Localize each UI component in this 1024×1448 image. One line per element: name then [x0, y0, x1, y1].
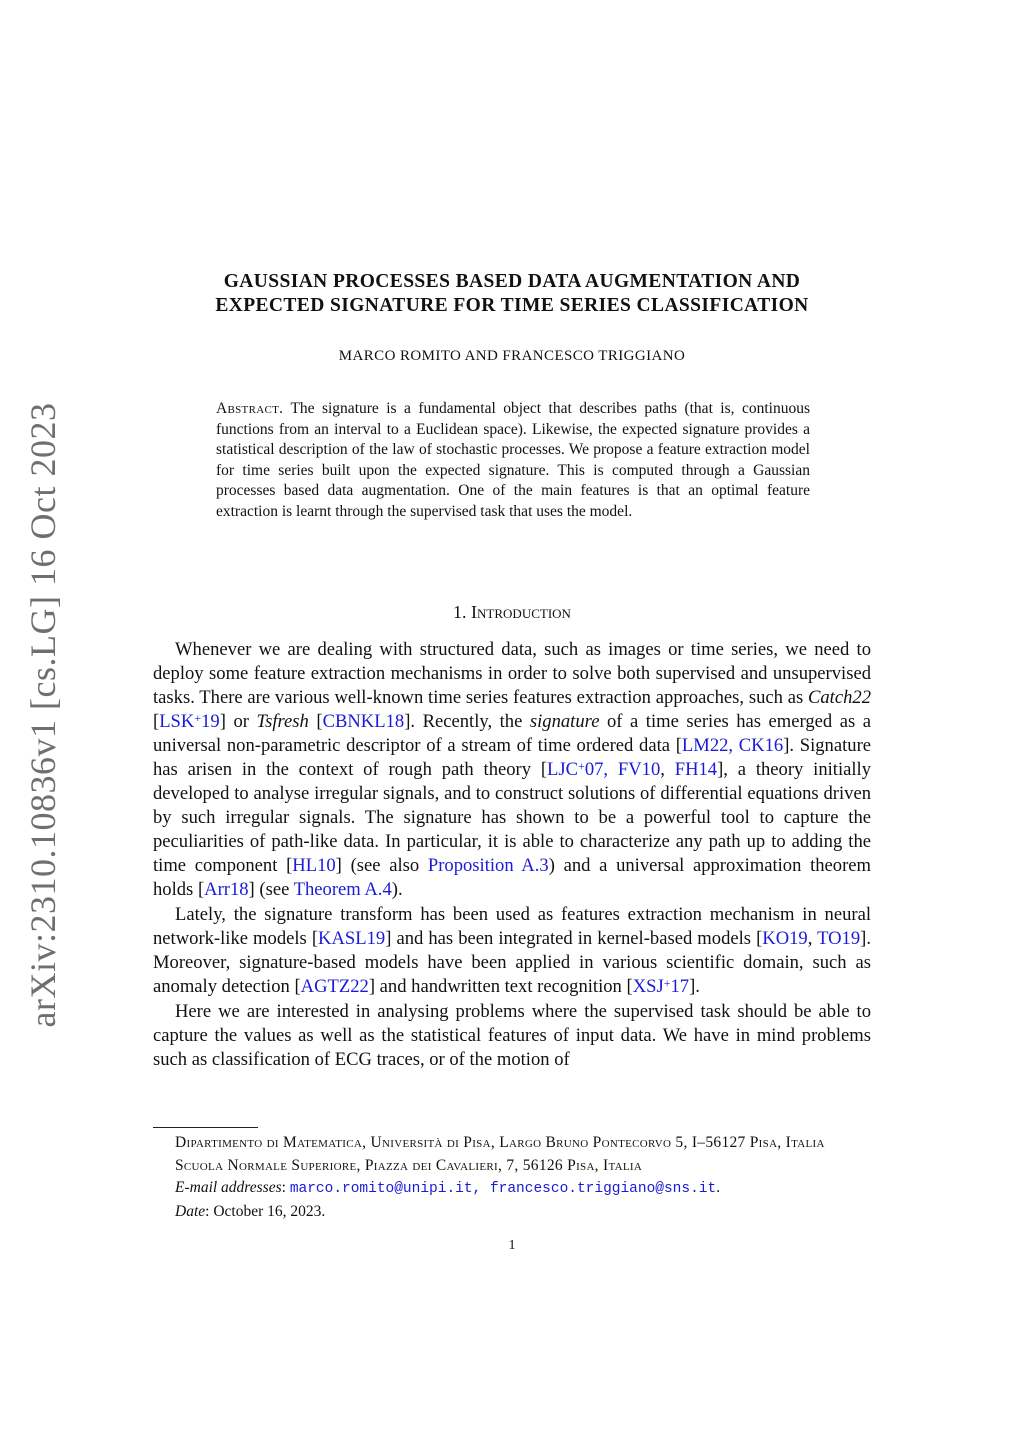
text-run: ].: [689, 976, 700, 997]
text-run: ]. Moreover, signature-based models have been applied in various scientific domain, such as anomaly detection [: [153, 928, 871, 997]
paragraph: [153, 1000, 871, 1072]
text-run: ).: [391, 879, 403, 900]
citation-link[interactable]: AGTZ22: [300, 976, 369, 997]
section-title: Introduction: [471, 602, 571, 622]
text-run: ]. Signature has arisen in the context of rough path theory [: [153, 735, 872, 780]
affiliation: Scuola Normale Superiore, Piazza dei Cavalieri, 7, 56126 Pisa, Italia: [175, 1156, 643, 1174]
section-number: 1.: [453, 602, 467, 622]
citation-link[interactable]: LJC+07: [547, 759, 604, 780]
emphasis: Catch22: [807, 687, 871, 708]
citation-link[interactable]: KO19: [762, 928, 808, 949]
email-line: E-mail addresses: marco.romito@unipi.it, francesco.triggiano@sns.it.: [175, 1179, 721, 1198]
citation-link[interactable]: LM22: [681, 735, 729, 756]
text-run: Here we are interested in analysing problems where the supervised task should be able to capture the values as well as the statistical features of input data. We have in mind problems such as classification of ECG traces, or of the motion of: [153, 1001, 871, 1070]
abstract: [216, 399, 810, 523]
body-text: [153, 638, 871, 1073]
text-run: ] (see also: [335, 855, 428, 876]
text-run: [: [153, 711, 160, 732]
citation-link[interactable]: HL10: [292, 855, 336, 876]
text-run: ]. Recently, the: [404, 711, 530, 732]
date-line: [153, 1202, 871, 1223]
page-number: 1: [508, 1238, 516, 1253]
text-run: of a time series has emerged as a universal non-parametric descriptor of a stream of time ordered data [: [153, 711, 872, 756]
citation-link[interactable]: KASL19: [318, 928, 386, 949]
paper-title: [150, 270, 874, 318]
citation-link[interactable]: LSK+19: [159, 711, 220, 732]
text-run: ,: [603, 759, 618, 780]
date-label: Date: [175, 1202, 206, 1220]
paragraph: [153, 638, 871, 902]
text-run: ,: [660, 759, 675, 780]
abstract-text: The signature is a fundamental object that describes paths (that is, continuous functions from an interval to a Euclidean space). Likewise, the expected signature provides a statistical description of the law of stochastic processes. We propose a feature extraction model for time series built upon the expected signature. This is computed through a Gaussian processes based data augmentation. One of the main features is that an optimal feature extraction is learnt through the supervised task that uses the model.: [216, 400, 810, 520]
title-line: GAUSSIAN PROCESSES BASED DATA AUGMENTATION AND: [223, 271, 801, 292]
text-run: Lately, the signature transform has been used as features extraction mechanism in neural network-like models [: [153, 904, 871, 949]
emphasis: Tsfresh: [256, 711, 309, 732]
citation-link[interactable]: XSJ+17: [632, 976, 690, 997]
email-label: E-mail addresses: [175, 1179, 282, 1197]
authors: MARCO ROMITO AND FRANCESCO TRIGGIANO: [338, 348, 686, 364]
citation-link[interactable]: FV10: [617, 759, 661, 780]
section-heading: [150, 602, 874, 623]
footnotes: [153, 1133, 871, 1224]
text-run: ) and a universal approximation theorem holds [: [153, 855, 872, 900]
email-link[interactable]: marco.romito@unipi.it: [289, 1181, 473, 1198]
citation-link[interactable]: FH14: [674, 759, 718, 780]
citation-link[interactable]: TO19: [817, 928, 861, 949]
affiliation: Dipartimento di Matematica, Università di Pisa, Largo Bruno Pontecorvo 5, I–56127 Pisa, Italia: [175, 1134, 825, 1151]
text-run: ] or: [219, 711, 257, 732]
paragraph: [153, 903, 871, 999]
citation-link[interactable]: CBNKL18: [322, 711, 405, 732]
text-run: ], a theory initially developed to analyse irregular signals, and to construct solutions of differential equations driven by such irregular signals. The signature has shown to be a powerful tool to capture the peculiarities of path-like data. In particular, it is able to characterize any path up to adding the time component [: [153, 759, 872, 876]
text-run: ] and has been integrated in kernel-based models [: [385, 928, 763, 949]
text-run: ,: [807, 928, 818, 949]
citation-link[interactable]: Arr18: [204, 879, 249, 900]
cross-reference-link[interactable]: Proposition A.3: [427, 855, 549, 876]
text-run: ,: [728, 735, 739, 756]
text-run: ] and handwritten text recognition [: [368, 976, 633, 997]
email-link[interactable]: francesco.triggiano@sns.it: [489, 1181, 717, 1198]
text-run: [: [308, 711, 323, 732]
emphasis: signature: [529, 711, 600, 732]
citation-link[interactable]: CK16: [738, 735, 784, 756]
text-run: ] (see: [248, 879, 294, 900]
arxiv-identifier: arXiv:2310.10836v1 [cs.LG] 16 Oct 2023: [23, 402, 63, 1028]
text-run: Whenever we are dealing with structured data, such as images or time series, we need to deploy some feature extraction mechanisms in order to solve both supervised and unsupervised tasks. There are various well-known time series features extraction approaches, such as: [153, 639, 871, 708]
abstract-label: Abstract.: [216, 400, 284, 417]
date-value: : October 16, 2023.: [205, 1202, 326, 1220]
title-line: EXPECTED SIGNATURE FOR TIME SERIES CLASSIFICATION: [215, 295, 809, 316]
footnote-rule: [153, 1127, 258, 1128]
cross-reference-link[interactable]: Theorem A.4: [293, 879, 392, 900]
